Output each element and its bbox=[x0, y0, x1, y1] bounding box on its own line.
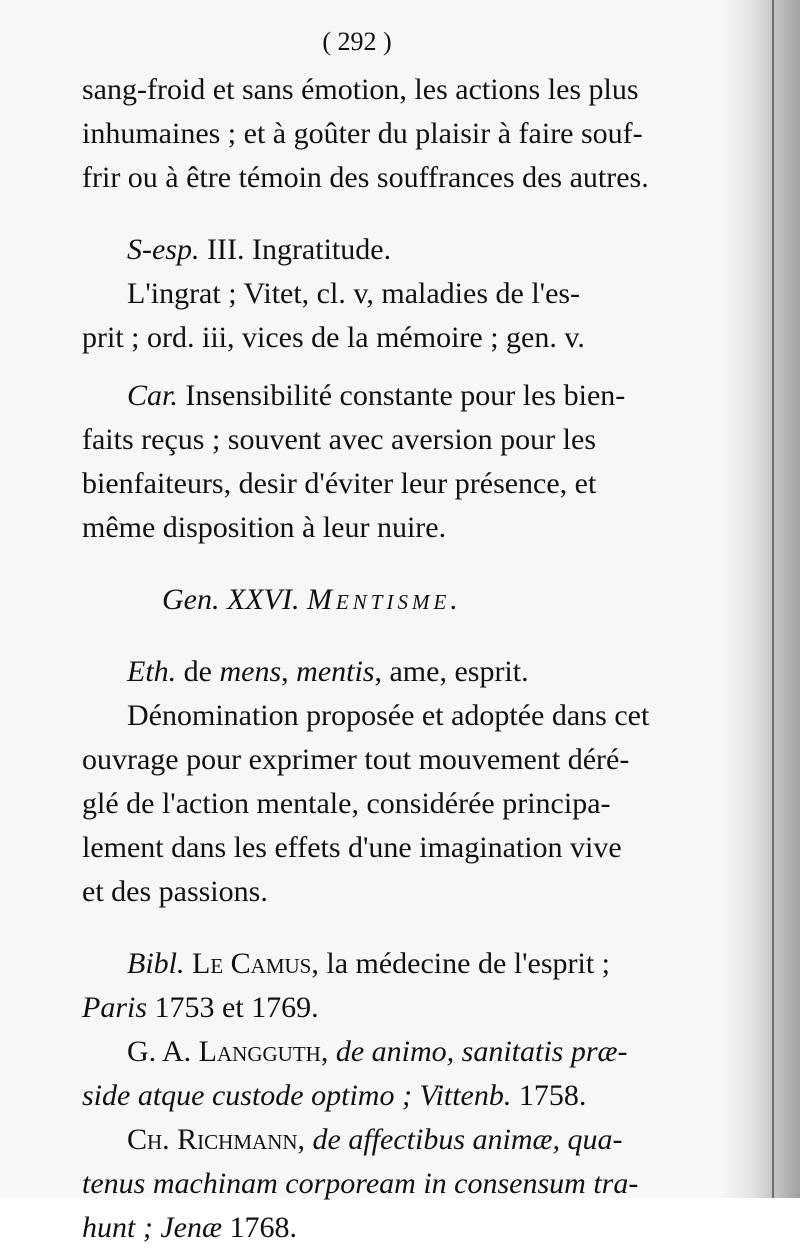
character-line-4: même disposition à leur nuire. bbox=[82, 511, 447, 544]
definition-line-2: ouvrage pour exprimer tout mouvement déré- bbox=[82, 743, 630, 776]
sub-species-label: S-esp. bbox=[127, 233, 200, 266]
bibliography-author-1: Le Camus bbox=[192, 947, 312, 980]
etymology-line: Eth. de mens , mentis , ame, esprit. bbox=[82, 650, 682, 694]
etymology-text-1: de bbox=[183, 655, 212, 688]
definition-line-4: lement dans les effets d'une imagination vive bbox=[82, 831, 622, 864]
bibliography-place-2: Vittenb. bbox=[419, 1079, 512, 1112]
bibliography-entry-3-line-2 bbox=[82, 1162, 682, 1206]
bibliography-place-1: Paris bbox=[82, 991, 148, 1024]
etymology-text-2: ame, esprit. bbox=[389, 655, 529, 688]
bibliography-entry-2-line-2 bbox=[82, 1074, 682, 1118]
character-label: Car. bbox=[127, 379, 178, 412]
bibliography-entry-1-line-1 bbox=[82, 942, 682, 986]
bibliography-entry-1-line-2 bbox=[82, 986, 682, 1030]
bibliography-author-2: G. A. Langguth bbox=[127, 1035, 321, 1068]
bibliography-author-3: Ch. Richmann bbox=[127, 1123, 298, 1156]
page-number: ( 292 ) bbox=[322, 27, 392, 56]
genus-heading bbox=[82, 578, 682, 622]
definition-line-1: Dénomination proposée et adoptée dans cet bbox=[127, 699, 650, 732]
spacer bbox=[82, 914, 682, 942]
bibliography-entry-3-line-1: Ch. Richmann , de affectibus animæ, qua- bbox=[82, 1118, 682, 1162]
page-gutter-shadow bbox=[720, 0, 800, 1198]
ingratitude-line-2: prit ; ord. iii, vices de la mémoire ; gen. v. bbox=[82, 321, 585, 354]
character-text: Insensibilité constante pour les bien- bbox=[185, 379, 626, 412]
bibliography-title-2a: de animo, sanitatis præ- bbox=[335, 1035, 628, 1068]
definition-line-5: et des passions. bbox=[82, 875, 268, 908]
sub-species-title: III. Ingratitude. bbox=[206, 233, 392, 266]
spacer bbox=[82, 200, 682, 228]
intro-line-1: sang-froid et sans émotion, les actions les plus bbox=[82, 73, 639, 106]
intro-line-2: inhumaines ; et à goûter du plaisir à faire souf- bbox=[82, 117, 643, 150]
spacer bbox=[82, 622, 682, 650]
bibliography-title-3c: hunt ; bbox=[82, 1211, 153, 1244]
bibliography-label: Bibl. bbox=[127, 947, 185, 980]
page-text bbox=[82, 20, 682, 1250]
spacer bbox=[82, 360, 682, 374]
bibliography-title-3a: de affectibus animæ, qua- bbox=[312, 1123, 623, 1156]
bibliography-place-3: Jenæ bbox=[160, 1211, 222, 1244]
bibliography-entry-3-line-3 bbox=[82, 1206, 682, 1250]
bibliography-title-1: , la médecine de l'esprit ; bbox=[311, 947, 610, 980]
page-edge bbox=[772, 0, 774, 1198]
etymology-term-2: mentis bbox=[296, 655, 375, 688]
sub-species-heading bbox=[82, 228, 682, 272]
character-line-3: bienfaiteurs, desir d'éviter leur présence, et bbox=[82, 467, 597, 500]
bibliography-entry-2-line-1: G. A. Langguth , de animo, sanitatis præ- bbox=[82, 1030, 682, 1074]
bibliography-year-2: 1758. bbox=[518, 1079, 587, 1112]
genus-label: Gen. XXVI. bbox=[162, 583, 300, 616]
character-line-2: faits reçus ; souvent avec aversion pour les bbox=[82, 423, 596, 456]
genus-name: Mentisme. bbox=[306, 583, 462, 616]
bibliography-title-3b: tenus machinam corpoream in consensum tra- bbox=[82, 1167, 639, 1200]
bibliography-title-2b: side atque custode optimo ; bbox=[82, 1079, 412, 1112]
etymology-label: Eth. bbox=[127, 655, 177, 688]
intro-line-3: frir ou à être témoin des souffrances des autres. bbox=[82, 161, 649, 194]
definition-line-3: glé de l'action mentale, considérée principa- bbox=[82, 787, 611, 820]
bibliography-years-1: 1753 et 1769. bbox=[154, 991, 319, 1024]
ingratitude-line-1: L'ingrat ; Vitet, cl. v, maladies de l'es- bbox=[127, 277, 581, 310]
etymology-term-1: mens bbox=[219, 655, 282, 688]
bibliography-year-3: 1768. bbox=[229, 1211, 297, 1244]
spacer bbox=[82, 550, 682, 578]
character-first-line bbox=[82, 374, 682, 418]
